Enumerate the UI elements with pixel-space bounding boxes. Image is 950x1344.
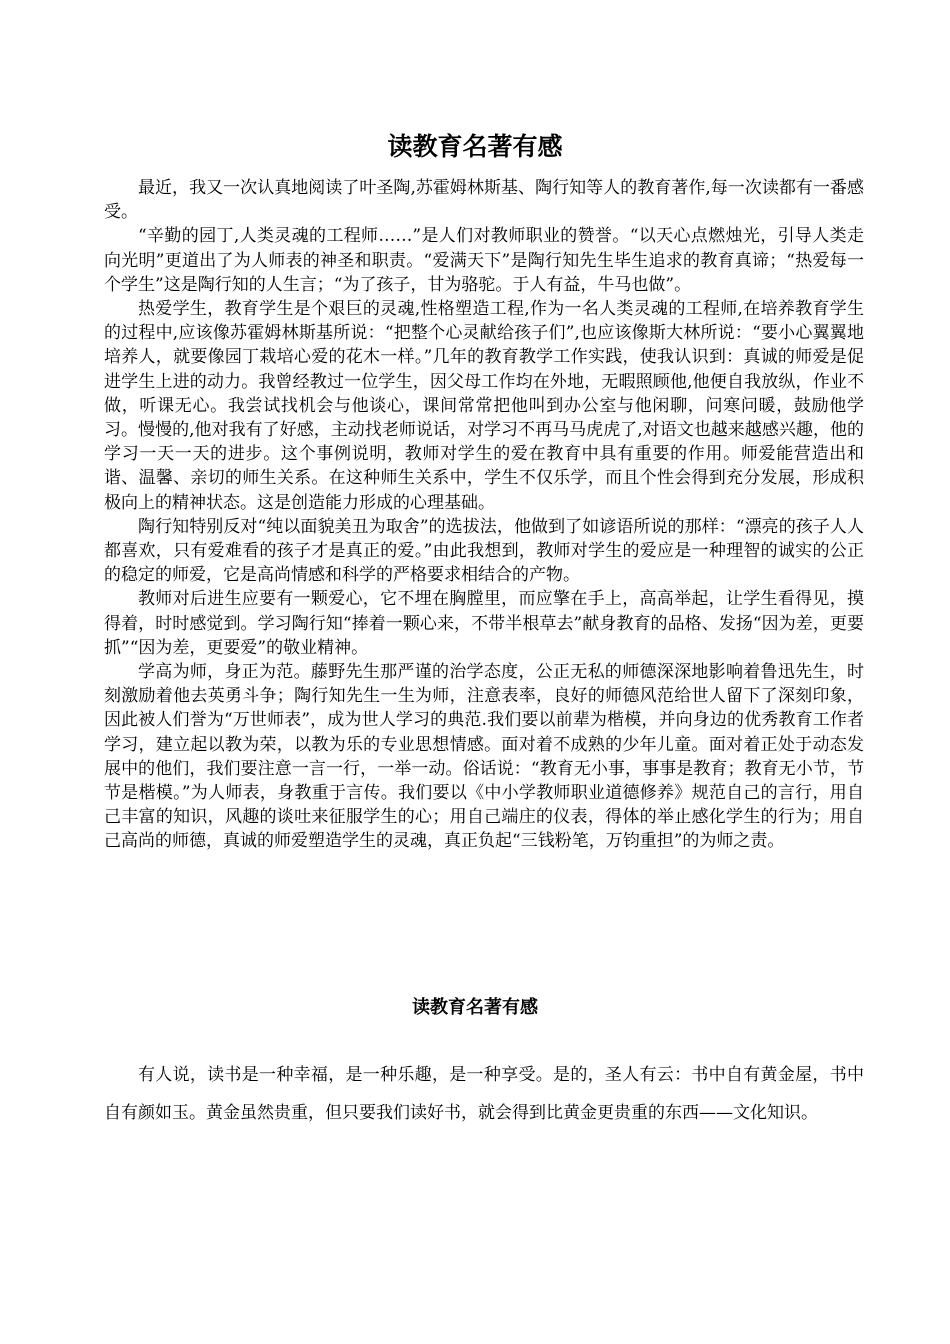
article-1-paragraph: 教师对后进生应要有一颗爱心，它不埋在胸膛里，而应擎在手上，高高举起，让学生看得见，摸得着，时时感觉到。学习陶行知“捧着一颗心来，不带半根草去”献身教育的品格、发扬“因为差，更要抓”“因为差，更要爱”的敬业精神。 <box>104 589 864 658</box>
article-2-body <box>104 1056 864 1132</box>
article-1-paragraph: 热爱学生，教育学生是个艰巨的灵魂,性格塑造工程,作为一名人类灵魂的工程师,在培养教育学生的过程中,应该像苏霍姆林斯基所说：“把整个心灵献给孩子们”,也应该像斯大林所说：“要小心翼翼地培养人，就要像园丁栽培心爱的花木一样。”几年的教育教学工作实践，使我认识到：真诚的师爱是促进学生上进的动力。我曾经教过一位学生，因父母工作均在外地，无暇照顾他,他便自我放纵，作业不做，听课无心。我尝试找机会与他谈心，课间常常把他叫到办公室与他闲聊，问寒问暖，鼓励他学习。慢慢的,他对我有了好感，主动找老师说话，对学习不再马马虎虎了,对语文也越来越感兴趣，他的学习一天一天的进步。这个事例说明，教师对学生的爱在教育中具有重要的作用。师爱能营造出和谐、温馨、亲切的师生关系。在这种师生关系中，学生不仅乐学，而且个性会得到充分发展，形成积极向上的精神状态。这是创造能力形成的心理基础。 <box>104 299 864 513</box>
article-1-title: 读教育名著有感 <box>387 132 563 161</box>
article-1-paragraph: 最近，我又一次认真地阅读了叶圣陶,苏霍姆林斯基、陶行知等人的教育著作,每一次读都有一番感受。 <box>104 178 864 223</box>
article-1-paragraph: 学高为师，身正为范。藤野先生那严谨的治学态度，公正无私的师德深深地影响着鲁迅先生，时刻激励着他去英勇斗争；陶行知先生一生为师，注意表率，良好的师德风范给世人留下了深刻印象，因此被人们誉为“万世师表”，成为世人学习的典范.我们要以前辈为楷模，并向身边的优秀教育工作者学习，建立起以教为荣，以教为乐的专业思想情感。面对着不成熟的少年儿童。面对着正处于动态发展中的他们，我们要注意一言一行，一举一动。俗话说：“教育无小事，事事是教育；教育无小节，节节是楷模。”为人师表，身教重于言传。我们要以《中小学教师职业道德修养》规范自己的言行，用自己丰富的知识，风趣的谈吐来征服学生的心；用自己端庄的仪表，得体的举止感化学生的行为；用自己高尚的师德，真诚的师爱塑造学生的灵魂，真正负起“三钱粉笔，万钧重担”的为师之责。 <box>104 662 864 852</box>
article-1-paragraph: “辛勤的园丁,人类灵魂的工程师……”是人们对教师职业的赞誉。“以天心点燃烛光，引导人类走向光明”更道出了为人师表的神圣和职责。“爱满天下”是陶行知先生毕生追求的教育真谛；“热爱每一个学生”这是陶行知的人生言；“为了孩子，甘为骆驼。于人有益，牛马也做”。 <box>104 226 864 295</box>
article-2-title: 读教育名著有感 <box>412 997 538 1018</box>
article-1-body <box>104 176 864 854</box>
article-2-paragraph: 有人说，读书是一种幸福，是一种乐趣，是一种享受。是的，圣人有云：书中自有黄金屋，书中自有颜如玉。黄金虽然贵重，但只要我们读好书，就会得到比黄金更贵重的东西——文化知识。 <box>104 1065 864 1123</box>
article-1-paragraph: 陶行知特别反对“纯以面貌美丑为取舍”的选拔法，他做到了如谚语所说的那样：“漂亮的孩子人人都喜欢，只有爱难看的孩子才是真正的爱。”由此我想到，教师对学生的爱应是一种理智的诚实的公正的稳定的师爱，它是高尚情感和科学的严格要求相结合的产物。 <box>104 516 864 586</box>
